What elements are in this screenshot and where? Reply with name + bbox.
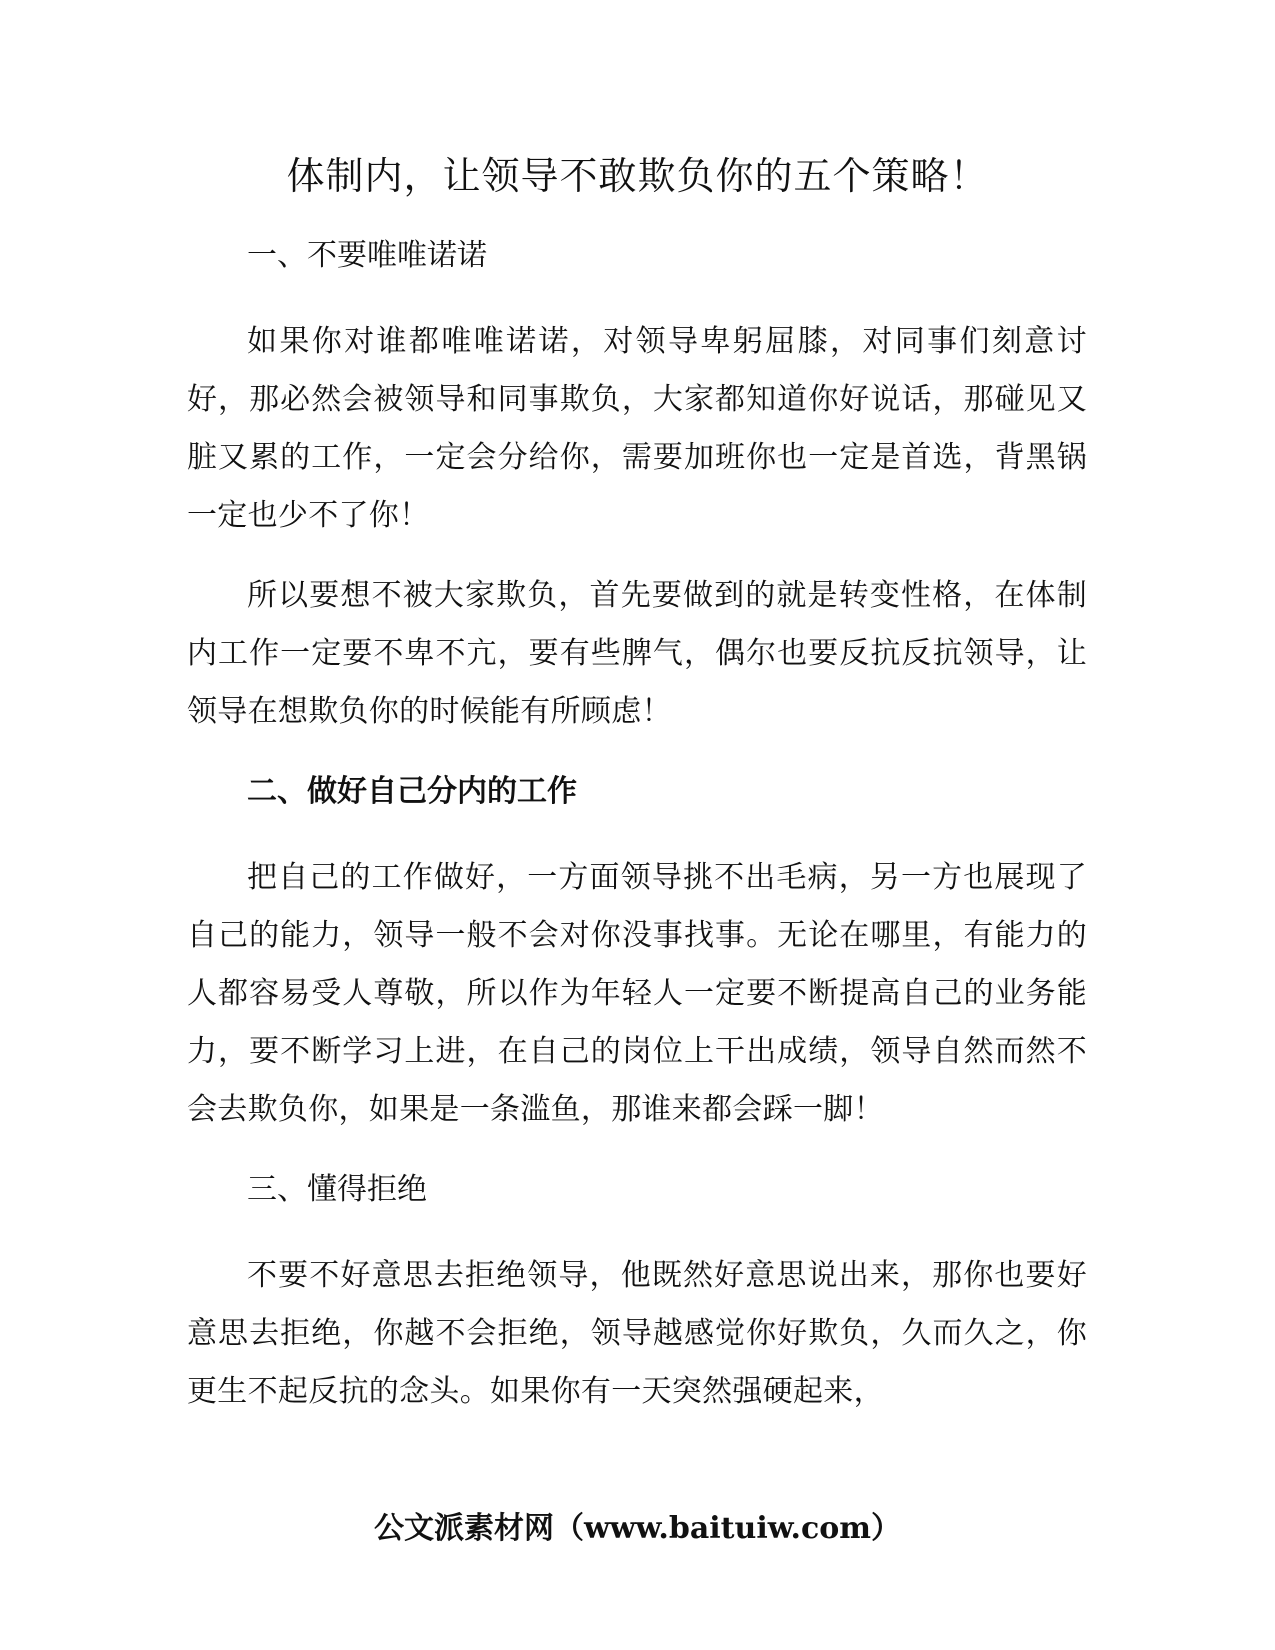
section-heading: 二、做好自己分内的工作: [247, 774, 577, 809]
paragraph: 如果你对谁都唯唯诺诺，对领导卑躬屈膝，对同事们刻意讨好，那必然会被领导和同事欺负，大家都知道你好说话，那碰见又脏又累的工作，一定会分给你，需要加班你也一定是首选，背黑锅一定也少不了你！: [187, 324, 1087, 533]
section-3: [187, 1161, 1087, 1421]
section-1: [187, 227, 1087, 741]
paragraph: 不要不好意思去拒绝领导，他既然好意思说出来，那你也要好意思去拒绝，你越不会拒绝，领导越感觉你好欺负，久而久之，你更生不起反抗的念头。如果你有一天突然强硬起来，: [187, 1258, 1087, 1409]
section-heading: 一、不要唯唯诺诺: [247, 238, 487, 273]
document-title: 体制内，让领导不敢欺负你的五个策略！: [286, 154, 989, 198]
section-2: [187, 763, 1087, 1139]
section-heading: 三、懂得拒绝: [247, 1172, 427, 1207]
footer-source: 公文派素材网（www.baituiw.com）: [373, 1511, 902, 1546]
paragraph: 所以要想不被大家欺负，首先要做到的就是转变性格，在体制内工作一定要不卑不亢，要有些脾气，偶尔也要反抗反抗领导，让领导在想欺负你的时候能有所顾虑！: [187, 578, 1087, 729]
document-body: [187, 227, 1087, 1443]
paragraph: 把自己的工作做好，一方面领导挑不出毛病，另一方也展现了自己的能力，领导一般不会对你没事找事。无论在哪里，有能力的人都容易受人尊敬，所以作为年轻人一定要不断提高自己的业务能力，要不断学习上进，在自己的岗位上干出成绩，领导自然而然不会去欺负你，如果是一条滥鱼，那谁来都会踩一脚！: [187, 860, 1087, 1127]
